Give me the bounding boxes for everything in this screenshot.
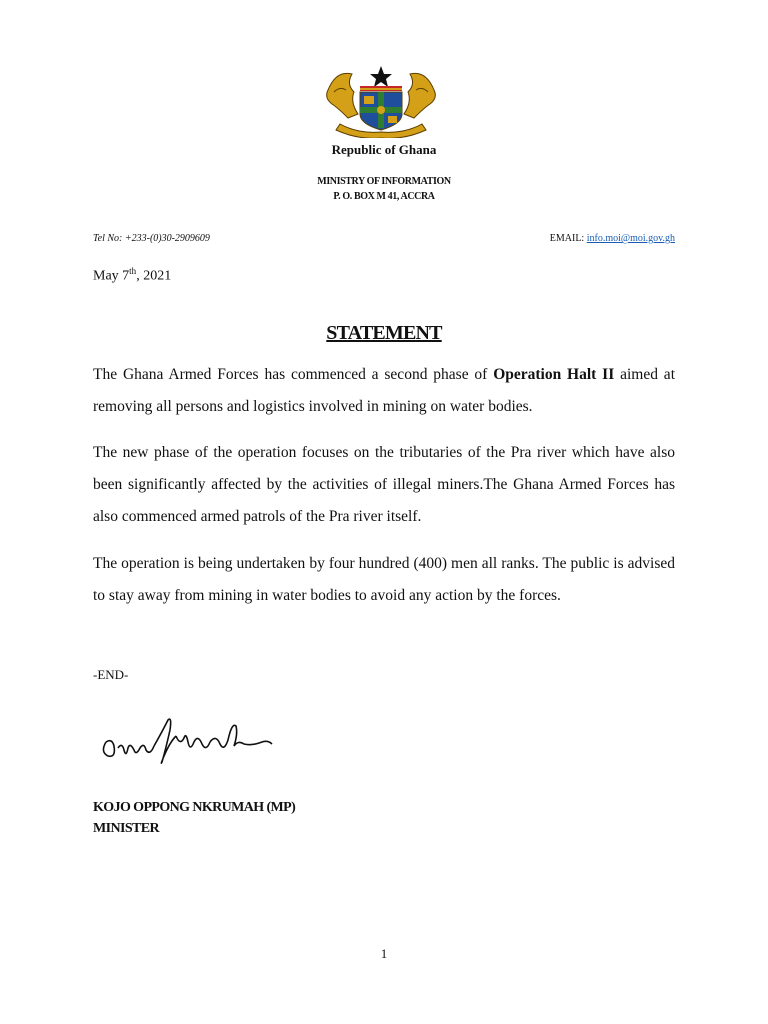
signatory-block <box>93 797 295 839</box>
end-marker: -END- <box>93 667 129 682</box>
telephone-number: Tel No: +233-(0)30-2909609 <box>93 233 210 244</box>
paragraph-1-rest: aimed at removing all persons and logistics involved in mining on water bodies. <box>93 366 675 415</box>
email-link[interactable]: info.moi@moi.gov.gh <box>586 233 675 244</box>
email-contact <box>550 233 675 244</box>
ghana-coat-of-arms-icon <box>322 62 440 138</box>
signatory-title: MINISTER <box>93 821 159 836</box>
statement-title: STATEMENT <box>326 322 442 344</box>
paragraph-1-intro: The Ghana Armed Forces has commenced a second phase of <box>93 366 494 383</box>
statement-date <box>93 266 171 285</box>
contact-row <box>93 233 675 244</box>
date-day-month: May 7 <box>93 268 130 284</box>
paragraph-2: The new phase of the operation focuses on the tributaries of the Pra river which have also been significantly affected by the activities of illegal miners.The Ghana Armed Forces has also commenced armed patrols of the Pra river itself. <box>93 444 675 525</box>
operation-name: Operation Halt II <box>493 366 615 383</box>
ministry-address-block <box>0 174 768 204</box>
email-label: EMAIL: <box>549 233 587 244</box>
handwritten-signature <box>96 712 276 768</box>
date-ordinal-suffix: th <box>129 266 137 276</box>
ministry-name: MINISTRY OF INFORMATION <box>317 176 451 187</box>
postal-address: P. O. BOX M 41, ACCRA <box>333 191 435 202</box>
page-number: 1 <box>380 946 388 961</box>
signatory-name: KOJO OPPONG NKRUMAH (MP) <box>93 800 296 815</box>
paragraph-3: The operation is being undertaken by four hundred (400) men all ranks. The public is advised to stay away from mining in water bodies to avoid any action by the forces. <box>93 555 675 604</box>
date-year: , 2021 <box>136 268 172 284</box>
republic-name: Republic of Ghana <box>331 142 437 157</box>
paragraph-1 <box>93 359 675 423</box>
